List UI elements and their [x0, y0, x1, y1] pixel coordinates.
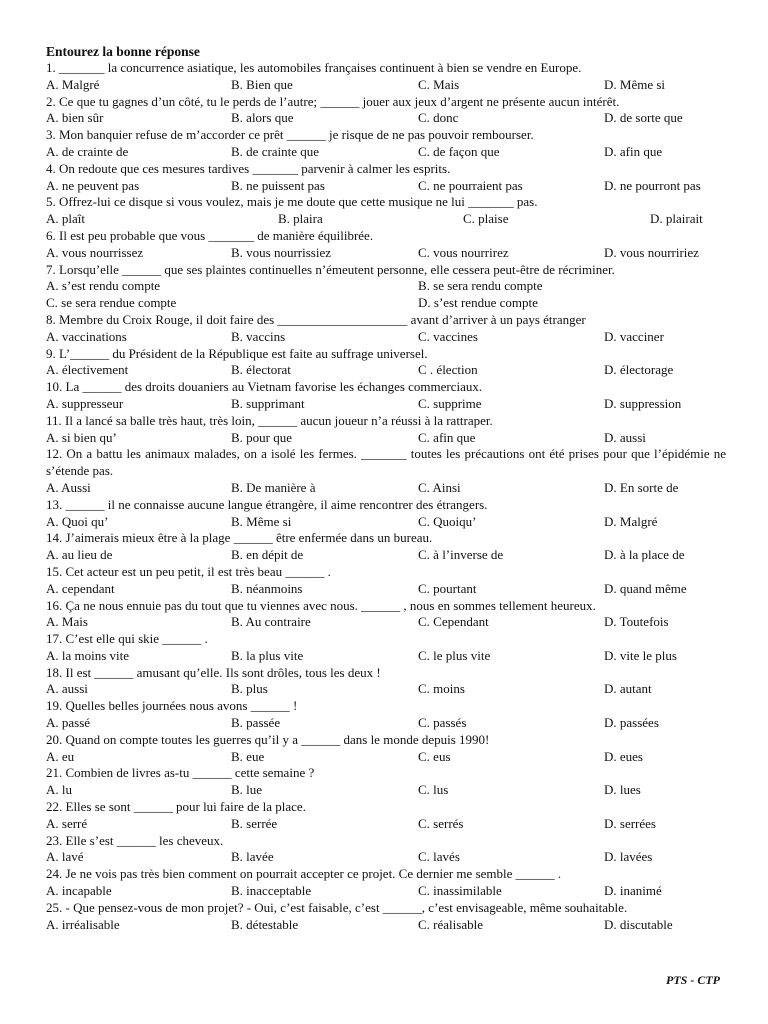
answer-options: [46, 245, 726, 262]
answer-option-a[interactable]: A. ne peuvent pas: [46, 177, 140, 193]
answer-option-a[interactable]: A. eu: [46, 748, 75, 764]
answer-option-b[interactable]: B. lue: [231, 782, 263, 798]
question-list: [46, 60, 726, 933]
answer-options: [46, 430, 726, 447]
answer-option-a[interactable]: A. Quoi qu’: [46, 513, 109, 529]
answer-option-d[interactable]: D. vous nourririez: [604, 244, 699, 260]
question-stem: 14. J’aimerais mieux être à la plage ______ être enfermée dans un bureau.: [46, 530, 433, 546]
answer-option-d[interactable]: D. vacciner: [604, 328, 664, 344]
answer-option-d[interactable]: D. suppression: [604, 395, 682, 411]
question-stem: 22. Elles se sont ______ pour lui faire de la place.: [46, 799, 306, 815]
question-item: [46, 312, 726, 346]
question-stem: 15. Cet acteur est un peu petit, il est très beau ______ .: [46, 563, 331, 579]
answer-options: [46, 816, 726, 833]
answer-option-c[interactable]: C . élection: [418, 362, 478, 378]
question-item: [46, 413, 726, 447]
question-item: [46, 900, 726, 934]
answer-option-b[interactable]: B. la plus vite: [231, 647, 304, 663]
answer-option-d[interactable]: D. de sorte que: [604, 110, 683, 126]
question-item: [46, 564, 726, 598]
answer-option-b[interactable]: B. en dépit de: [231, 547, 304, 563]
answer-option-d[interactable]: D. ne pourront pas: [604, 177, 701, 193]
answer-option-c[interactable]: C. le plus vite: [418, 647, 491, 663]
question-item: [46, 194, 726, 228]
answer-option-b[interactable]: B. électorat: [231, 362, 291, 378]
question-stem: 11. Il a lancé sa balle très haut, très loin, ______ aucun joueur n’a réussi à la rattraper.: [46, 412, 493, 428]
answer-options: [46, 849, 726, 866]
question-item: [46, 228, 726, 262]
answer-option-a[interactable]: A. serré: [46, 815, 88, 831]
answer-options: [46, 211, 726, 228]
answer-option-d[interactable]: D. s’est rendue compte: [418, 295, 538, 311]
answer-option-b[interactable]: B. Même si: [231, 513, 292, 529]
question-item: [46, 346, 726, 380]
question-stem: 4. On redoute que ces mesures tardives _______ parvenir à calmer les esprits.: [46, 160, 451, 176]
answer-option-c[interactable]: C. de façon que: [418, 143, 500, 159]
answer-option-c[interactable]: C. inassimilable: [418, 883, 502, 899]
answer-option-d[interactable]: D. électorage: [604, 362, 674, 378]
answer-option-a[interactable]: A. Malgré: [46, 76, 100, 92]
answer-options: [46, 77, 726, 94]
answer-option-c[interactable]: C. lavés: [418, 849, 460, 865]
question-item: [46, 765, 726, 799]
question-stem: 20. Quand on compte toutes les guerres qu’il y a ______ dans le monde depuis 1990!: [46, 731, 490, 747]
answer-option-b[interactable]: B. serrée: [231, 815, 278, 831]
answer-option-c[interactable]: C. à l’inverse de: [418, 547, 504, 563]
question-item: [46, 379, 726, 413]
question-item: [46, 833, 726, 867]
answer-option-c[interactable]: C. Cependant: [418, 614, 489, 630]
answer-option-b[interactable]: B. plus: [231, 681, 268, 697]
answer-option-a[interactable]: A. au lieu de: [46, 547, 113, 563]
question-stem: 2. Ce que tu gagnes d’un côté, tu le perds de l’autre; ______ jouer aux jeux d’argent ne présente aucun intérêt.: [46, 93, 620, 109]
answer-option-b[interactable]: B. lavée: [231, 849, 274, 865]
answer-option-b[interactable]: B. plaira: [278, 211, 323, 227]
question-item: [46, 698, 726, 732]
answer-option-b[interactable]: B. Bien que: [231, 76, 293, 92]
answer-option-a[interactable]: A. Mais: [46, 614, 88, 630]
question-stem: 12. On a battu les animaux malades, on a isolé les fermes. _______ toutes les précautions ont été prises pour que l’épidémie ne s’étende pas.: [46, 446, 726, 479]
answer-option-d[interactable]: D. lavées: [604, 849, 653, 865]
answer-option-d[interactable]: D. eues: [604, 748, 643, 764]
question-stem: 1. _______ la concurrence asiatique, les automobiles françaises continuent à bien se vendre en Europe.: [46, 60, 582, 75]
answer-options: [46, 917, 726, 934]
answer-option-c[interactable]: C. passés: [418, 715, 467, 731]
answer-option-b[interactable]: B. se sera rendu compte: [418, 278, 543, 294]
page-title: Entourez la bonne réponse: [46, 44, 200, 59]
question-stem: 16. Ça ne nous ennuie pas du tout que tu viennes avec nous. ______ , nous en sommes tellement heureux.: [46, 597, 596, 613]
question-item: [46, 732, 726, 766]
answer-option-a[interactable]: A. cependant: [46, 580, 115, 596]
question-item: [46, 161, 726, 195]
answer-option-c[interactable]: C. ne pourraient pas: [418, 177, 523, 193]
question-item: [46, 60, 726, 94]
answer-option-d[interactable]: D. En sorte de: [604, 479, 679, 495]
answer-options: [46, 178, 726, 195]
question-stem: 9. L’______ du Président de la République est faite au suffrage universel.: [46, 345, 428, 361]
answer-option-d[interactable]: D. aussi: [604, 429, 646, 445]
question-stem: 13. ______ il ne connaisse aucune langue étrangère, il aime rencontrer des étrangers.: [46, 496, 488, 512]
answer-option-c[interactable]: C. réalisable: [418, 916, 483, 932]
answer-option-d[interactable]: D. quand même: [604, 580, 687, 596]
answer-option-d[interactable]: D. discutable: [604, 916, 673, 932]
question-stem: 17. C’est elle qui skie ______ .: [46, 631, 208, 647]
question-item: [46, 262, 726, 312]
answer-option-c[interactable]: C. lus: [418, 782, 449, 798]
answer-options: [46, 581, 726, 598]
answer-option-c[interactable]: C. moins: [418, 681, 465, 697]
answer-option-c[interactable]: C. donc: [418, 110, 459, 126]
answer-option-d[interactable]: D. lues: [604, 782, 641, 798]
answer-option-c[interactable]: C. serrés: [418, 815, 464, 831]
answer-option-a[interactable]: A. s’est rendu compte: [46, 278, 161, 294]
answer-options: [46, 144, 726, 161]
answer-option-d[interactable]: D. à la place de: [604, 547, 685, 563]
answer-option-b[interactable]: B. alors que: [231, 110, 294, 126]
answer-option-a[interactable]: A. aussi: [46, 681, 88, 697]
answer-option-d[interactable]: D. serrées: [604, 815, 656, 831]
answer-options: [46, 396, 726, 413]
answer-option-d[interactable]: D. autant: [604, 681, 652, 697]
answer-option-a[interactable]: A. de crainte de: [46, 143, 129, 159]
answer-options: [46, 547, 726, 564]
question-stem: 10. La ______ des droits douaniers au Vietnam favorise les échanges commerciaux.: [46, 379, 483, 395]
answer-option-a[interactable]: A. vaccinations: [46, 328, 127, 344]
answer-option-b[interactable]: B. eue: [231, 748, 265, 764]
answer-option-b[interactable]: B. ne puissent pas: [231, 177, 325, 193]
answer-option-d[interactable]: D. passées: [604, 715, 659, 731]
answer-option-a[interactable]: A. Aussi: [46, 479, 91, 495]
answer-option-b[interactable]: B. détestable: [231, 916, 299, 932]
answer-options: [46, 329, 726, 346]
footer-label: PTS - CTP: [666, 973, 720, 987]
answer-options: [46, 749, 726, 766]
question-item: [46, 598, 726, 632]
question-stem: 7. Lorsqu’elle ______ que ses plaintes continuelles n’émeutent personne, elle cessera peut-être de récriminer.: [46, 261, 615, 277]
question-item: [46, 631, 726, 665]
question-stem: 8. Membre du Croix Rouge, il doit faire des ____________________ avant d’arriver à un pays étranger: [46, 311, 586, 327]
answer-option-c[interactable]: C. pourtant: [418, 580, 477, 596]
answer-option-b[interactable]: B. vaccins: [231, 328, 286, 344]
question-item: [46, 866, 726, 900]
answer-option-c[interactable]: C. Mais: [418, 76, 460, 92]
question-stem: 21. Combien de livres as-tu ______ cette semaine ?: [46, 765, 315, 781]
answer-option-d[interactable]: D. afin que: [604, 143, 663, 159]
question-item: [46, 665, 726, 699]
answer-option-a[interactable]: A. la moins vite: [46, 647, 130, 663]
answer-option-c[interactable]: C. Ainsi: [418, 479, 461, 495]
answer-options: [46, 514, 726, 531]
answer-option-d[interactable]: D. Malgré: [604, 513, 658, 529]
answer-options: [46, 278, 726, 312]
question-stem: 3. Mon banquier refuse de m’accorder ce prêt ______ je risque de ne pas pouvoir rembourser.: [46, 127, 534, 143]
answer-option-a[interactable]: A. lavé: [46, 849, 84, 865]
answer-options: [46, 362, 726, 379]
answer-option-a[interactable]: A. lu: [46, 782, 72, 798]
answer-option-b[interactable]: B. Au contraire: [231, 614, 311, 630]
question-item: [46, 530, 726, 564]
answer-options: [46, 110, 726, 127]
answer-option-a[interactable]: A. électivement: [46, 362, 129, 378]
question-stem: 25. - Que pensez-vous de mon projet? - Oui, c’est faisable, c’est ______, c’est envisageable, même souhaitable.: [46, 899, 628, 915]
answer-option-b[interactable]: B. pour que: [231, 429, 293, 445]
question-stem: 19. Quelles belles journées nous avons ______ !: [46, 698, 298, 714]
question-item: [46, 94, 726, 128]
answer-options: [46, 883, 726, 900]
answer-options: [46, 715, 726, 732]
answer-option-c[interactable]: C. afin que: [418, 429, 476, 445]
answer-option-b[interactable]: B. De manière à: [231, 479, 316, 495]
answer-option-a[interactable]: A. suppresseur: [46, 395, 124, 411]
answer-option-c[interactable]: C. Quoiqu’: [418, 513, 477, 529]
answer-option-b[interactable]: B. supprimant: [231, 395, 305, 411]
answer-option-c[interactable]: C. eus: [418, 748, 451, 764]
answer-option-a[interactable]: A. plaît: [46, 211, 85, 227]
answer-option-b[interactable]: B. néanmoins: [231, 580, 303, 596]
answer-option-d[interactable]: D. vite le plus: [604, 647, 677, 663]
answer-option-d[interactable]: D. plairait: [650, 211, 703, 227]
answer-options: [46, 681, 726, 698]
answer-option-d[interactable]: D. Même si: [604, 76, 666, 92]
answer-option-a[interactable]: A. si bien qu’: [46, 429, 117, 445]
answer-option-b[interactable]: B. inacceptable: [231, 883, 312, 899]
answer-options: [46, 614, 726, 631]
answer-option-a[interactable]: A. incapable: [46, 883, 112, 899]
question-stem: 5. Offrez-lui ce disque si vous voulez, mais je me doute que cette musique ne lui _______ pas.: [46, 194, 538, 210]
answer-option-c[interactable]: C. supprime: [418, 395, 482, 411]
question-item: [46, 799, 726, 833]
answer-option-d[interactable]: D. inanimé: [604, 883, 662, 899]
answer-option-a[interactable]: A. passé: [46, 715, 91, 731]
question-stem: 6. Il est peu probable que vous _______ de manière équilibrée.: [46, 227, 374, 243]
answer-option-a[interactable]: A. bien sûr: [46, 110, 104, 126]
question-item: [46, 497, 726, 531]
answer-options: [46, 782, 726, 799]
answer-option-a[interactable]: A. irréalisable: [46, 916, 120, 932]
answer-option-b[interactable]: B. vous nourrissiez: [231, 244, 332, 260]
question-stem: 18. Il est ______ amusant qu’elle. Ils sont drôles, tous les deux !: [46, 664, 381, 680]
question-stem: 24. Je ne vois pas très bien comment on pourrait accepter ce projet. Ce dernier me semble ______ .: [46, 866, 562, 882]
answer-option-c[interactable]: C. plaise: [463, 211, 509, 227]
answer-options: [46, 648, 726, 665]
question-item: [46, 127, 726, 161]
question-stem: 23. Elle s’est ______ les cheveux.: [46, 832, 224, 848]
answer-option-c[interactable]: C. vaccines: [418, 328, 478, 344]
answer-option-a[interactable]: A. vous nourrissez: [46, 244, 144, 260]
answer-option-c[interactable]: C. vous nourrirez: [418, 244, 509, 260]
question-item: [46, 446, 726, 496]
answer-option-c[interactable]: C. se sera rendue compte: [46, 295, 177, 311]
answer-options: [46, 480, 726, 497]
answer-option-b[interactable]: B. de crainte que: [231, 143, 320, 159]
answer-option-d[interactable]: D. Toutefois: [604, 614, 669, 630]
answer-option-b[interactable]: B. passée: [231, 715, 281, 731]
